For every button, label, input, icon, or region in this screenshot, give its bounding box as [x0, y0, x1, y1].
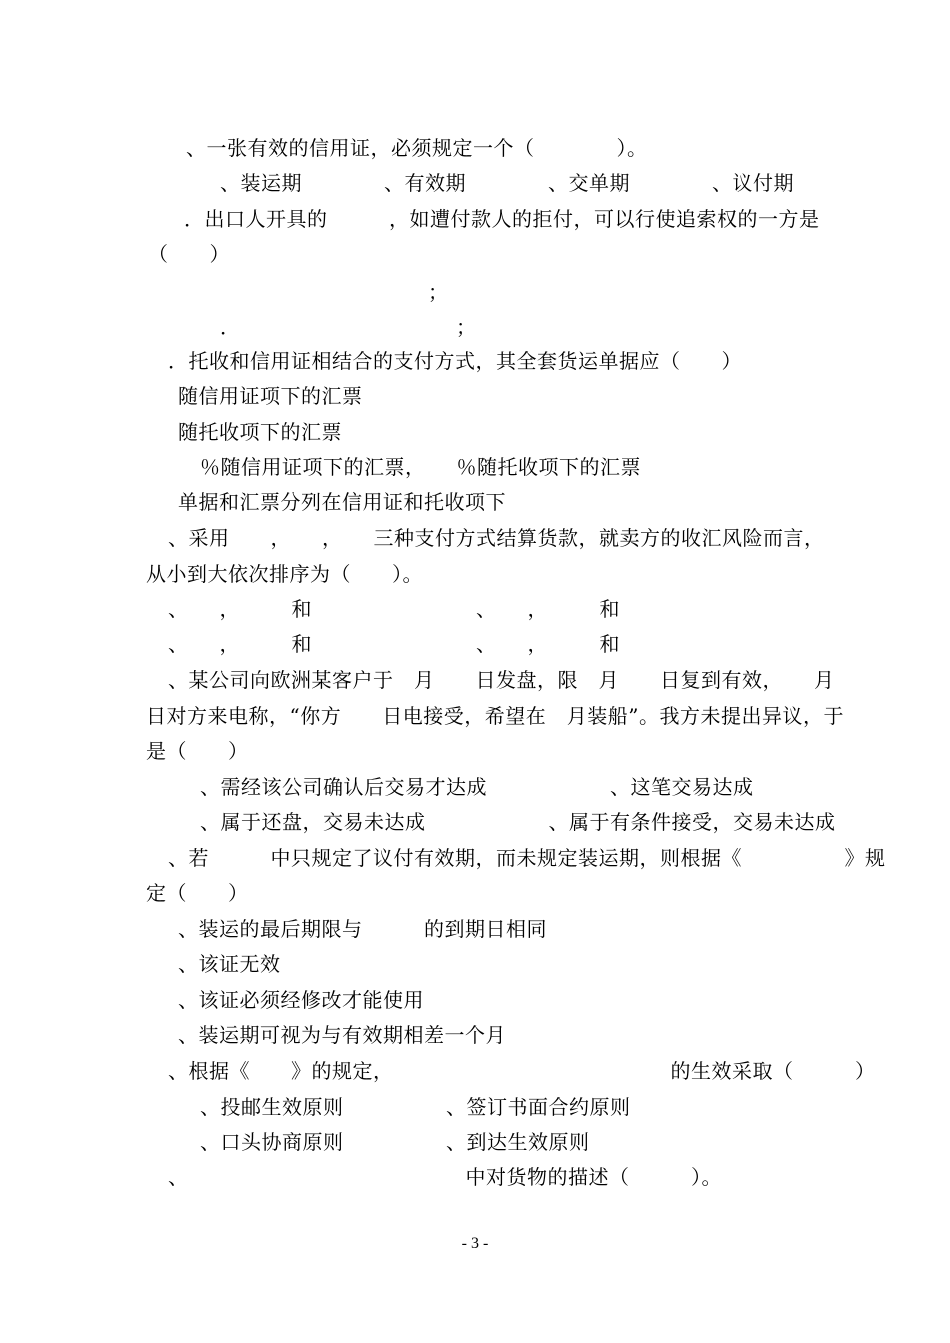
question-3-stem: ．托收和信用证相结合的支付方式，其全套货运单据应（ ）: [168, 349, 742, 373]
question-5-stem-cont-2: 是（ ）: [146, 739, 249, 763]
question-4-options-cd: 、 ， 和 、 ， 和: [168, 632, 620, 656]
question-6-stem: 、若 中只规定了议付有效期，而未规定装运期，则根据《 》规: [168, 846, 886, 870]
question-5-options-cd: 、属于还盘，交易未达成 、属于有条件接受，交易未达成: [200, 810, 836, 834]
question-4-options-ab: 、 ， 和 、 ， 和: [168, 597, 620, 621]
question-6-option-a: 、装运的最后期限与 的到期日相同: [178, 917, 547, 941]
question-2-stem: ．出口人开具的 ，如遭付款人的拒付，可以行使追索权的一方是: [184, 207, 820, 231]
question-8-stem: 、 中对货物的描述（ ）。: [168, 1165, 722, 1189]
question-1-options: 、装运期 、有效期 、交单期 、议付期: [220, 171, 794, 195]
question-1-stem: 、一张有效的信用证，必须规定一个（ ）。: [186, 136, 648, 160]
question-2-stem-cont: （ ）: [148, 242, 230, 266]
question-6-option-b: 、该证无效: [178, 952, 281, 976]
question-5-stem-cont-1: 日对方来电称，“你方 日电接受，希望在 月装船”。我方未提出异议，于: [146, 704, 844, 728]
question-7-options-cd: 、口头协商原则 、到达生效原则: [200, 1130, 590, 1154]
question-6-stem-cont: 定（ ）: [146, 881, 249, 905]
question-4-stem-cont: 从小到大依次排序为（ ）。: [146, 562, 423, 586]
page-number: - 3 -: [461, 1235, 489, 1252]
question-6-option-d: 、装运期可视为与有效期相差一个月: [178, 1023, 506, 1047]
question-3-option-a: 随信用证项下的汇票: [178, 384, 363, 408]
question-7-options-ab: 、投邮生效原则 、签订书面合约原则: [200, 1095, 631, 1119]
question-5-options-ab: 、需经该公司确认后交易才达成 、这笔交易达成: [200, 775, 754, 799]
question-2-option-line-2: ． ；: [220, 315, 477, 339]
question-3-option-c: ％随信用证项下的汇票， ％随托收项下的汇票: [200, 455, 641, 479]
question-3-option-b: 随托收项下的汇票: [178, 420, 342, 444]
question-7-stem: 、根据《 》的规定， 的生效采取（ ）: [168, 1059, 876, 1083]
question-4-stem: 、采用 ， ， 三种支付方式结算货款，就卖方的收汇风险而言，: [168, 526, 825, 550]
question-6-option-c: 、该证必须经修改才能使用: [178, 988, 424, 1012]
question-3-option-d: 单据和汇票分列在信用证和托收项下: [178, 490, 506, 514]
question-2-option-line-1: ；: [428, 280, 449, 304]
question-5-stem: 、某公司向欧洲某客户于 月 日发盘，限 月 日复到有效， 月: [168, 668, 835, 692]
